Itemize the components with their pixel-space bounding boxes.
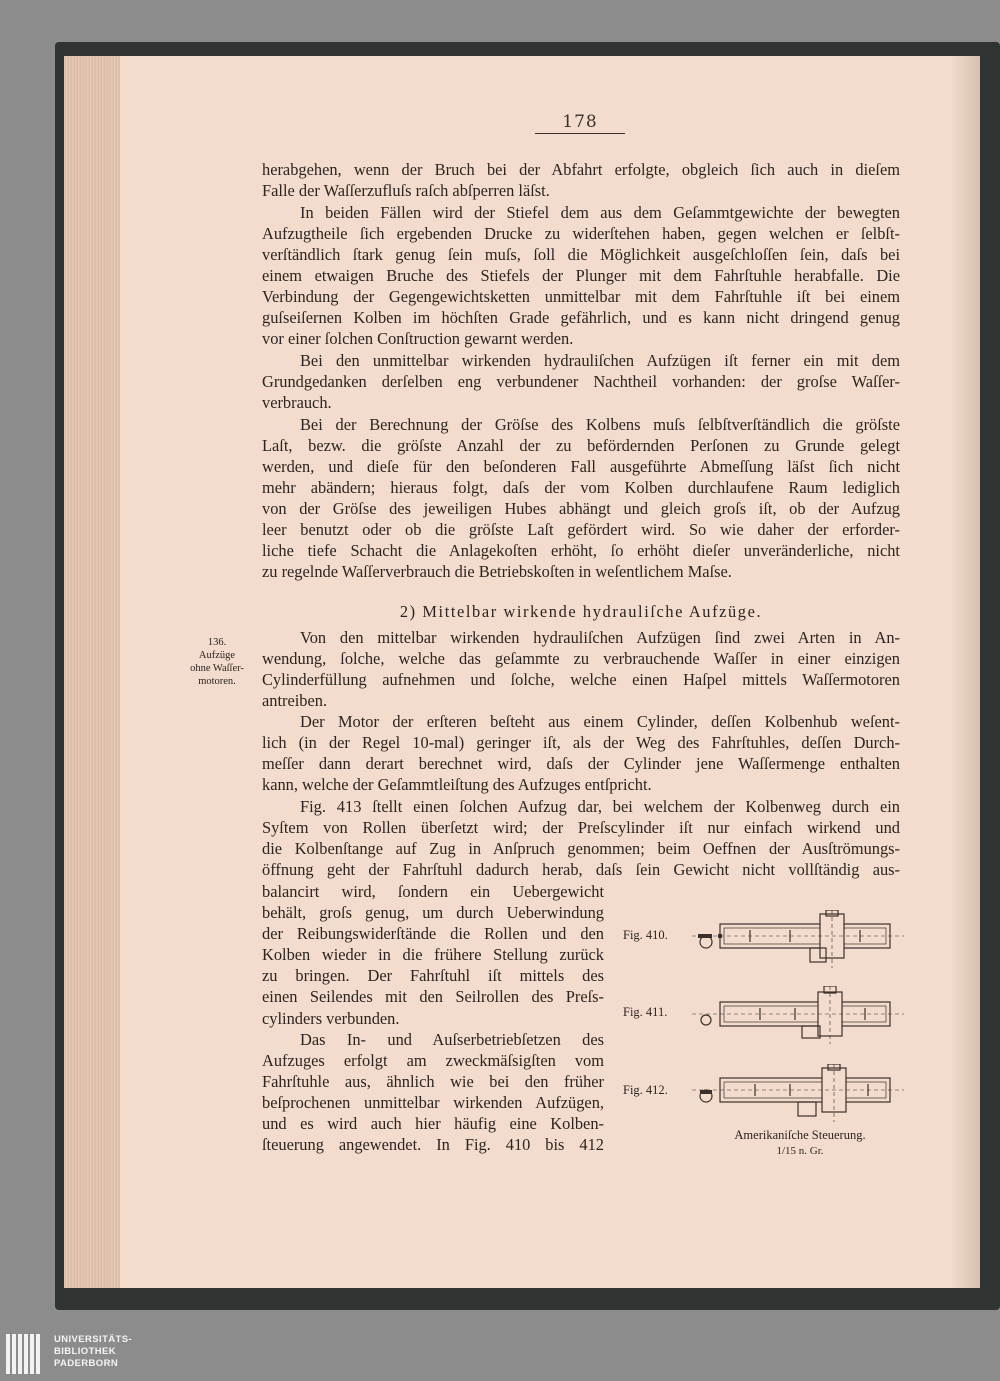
logo-text-line: BIBLIOTHEK — [54, 1346, 117, 1357]
text-line: öffnung geht der Fahrſtuhl dadurch herab, daſs ſein Gewicht nicht vollſtändig aus- — [262, 860, 900, 879]
text-line: Bei den unmittelbar wirkenden hydrauliſchen Aufzügen iſt ferner ein mit dem — [300, 351, 900, 370]
fig-410-label: Fig. 410. — [623, 928, 668, 942]
page-edges — [64, 56, 124, 1288]
figure-scale: 1/15 n. Gr. — [776, 1145, 824, 1157]
fig-411-label: Fig. 411. — [623, 1005, 668, 1019]
figure-caption: Amerikaniſche Steuerung. — [734, 1128, 866, 1142]
text-line: In beiden Fällen wird der Stiefel dem aus dem Geſammtgewichte der bewegten — [300, 203, 900, 222]
text-line: die Kolbenſtange auf Zug in Anſpruch genommen; beim Oeffnen der Ausſtrömungs- — [262, 839, 900, 858]
text-line: Verbindung der Gegengewichtsketten unmittelbar mit dem Fahrſtuhle iſt bei einem — [262, 287, 900, 306]
text-line: Aufzugtheile ſich ergebenden Drucke zu widerſtehen haben, gegen welchen er ſelbſt- — [262, 224, 900, 243]
text-line: der Reibungswiderſtände die Rollen und den — [262, 924, 604, 943]
text-line: balancirt wird, ſondern ein Uebergewicht — [262, 882, 604, 901]
text-line: Fahrſtuhle aus, ähnlich wie bei den früher — [262, 1072, 604, 1091]
fig-412-label: Fig. 412. — [623, 1083, 668, 1097]
margin-note-line: ohne Waſſer- — [190, 663, 244, 674]
page-number-rule — [535, 133, 625, 134]
text-line: zu bringen. Der Fahrſtuhl iſt mittels des — [262, 966, 604, 985]
text-line: Von den mittelbar wirkenden hydrauliſchen Aufzügen ſind zwei Arten in An- — [300, 628, 900, 647]
text-line: wendung, ſolche, welche das geſammte zu verbrauchende Waſſer in einer einzigen — [262, 649, 900, 668]
text-line: Fig. 413 ſtellt einen ſolchen Aufzug dar, bei welchem der Kolbenweg durch ein — [300, 797, 900, 816]
margin-note-line: motoren. — [198, 676, 236, 687]
text-line: und es wird auch hier häufig eine Kolben- — [262, 1114, 604, 1133]
fig-410-valve-drawing — [690, 910, 905, 970]
margin-note-line: Aufzüge — [198, 650, 236, 661]
text-line: ſteuerung angewendet. In Fig. 410 bis 412 — [262, 1135, 604, 1154]
text-line: verbrauch. — [262, 393, 332, 412]
text-line: einem etwaigen Bruche des Stiefels der Plunger mit dem Fahrſtuhle herabfalle. Die — [262, 266, 900, 285]
text-line: verſtändlich ſtark genug ſein muſs, ſoll die Möglichkeit ausgeſchloſſen ſein, daſs bei — [262, 245, 900, 264]
text-line: beſprochenen unmittelbar wirkenden Aufzügen, — [262, 1093, 604, 1112]
text-line: antreiben. — [262, 691, 328, 710]
text-line: Cylinderfüllung aufnehmen und ſolche, welche einen Haſpel mittels Waſſermotoren — [262, 670, 900, 689]
text-line: kann, welche der Geſammtleiſtung des Aufzuges entſpricht. — [262, 775, 652, 794]
text-line: vor einer ſolchen Conſtruction gewarnt werden. — [262, 329, 574, 348]
text-line: von der Gröſse des jeweiligen Hubes abhängt und gleich groſs iſt, ob der Aufzug — [262, 499, 900, 518]
gutter-shadow — [950, 56, 980, 1288]
text-line: leer benutzt oder ob die gröſste Laſt gefördert wird. So wie daher der erforder- — [262, 520, 900, 539]
text-line: mehr abändern; hieraus folgt, daſs der vom Kolben durchlaufene Raum lediglich — [262, 478, 900, 497]
text-line: werden, und dieſe für den beſonderen Fall ausgeführte Abmeſſung läſst ſich nicht — [262, 457, 900, 476]
margin-note-line: 136. — [207, 637, 227, 648]
text-line: herabgehen, wenn der Bruch bei der Abfahrt erfolgte, obgleich ſich auch in dieſem — [262, 160, 900, 179]
logo-text-line: UNIVERSITÄTS- — [54, 1334, 133, 1345]
text-line: guſseiſernen Kolben im höchſten Grade gefährlich, und es kann nicht dringend genug — [262, 308, 900, 327]
text-line: Aufzuges erfolgt am zweckmäſsigſten vom — [262, 1051, 604, 1070]
text-line: zu regelnde Waſſerverbrauch die Betriebskoſten in weſentlichem Maſse. — [262, 562, 732, 581]
text-line: Syſtem von Rollen überſetzt wird; der Preſscylinder iſt nur einfach wirkend und — [262, 818, 900, 837]
section-heading: 2) Mittelbar wirkende hydrauliſche Aufzüge. — [399, 602, 763, 621]
text-line: lich (in der Regel 10-mal) geringer iſt, als der Weg des Fahrſtuhles, deſſen Durch- — [262, 733, 900, 752]
text-line: einen Seilendes mit den Seilrollen des Preſs- — [262, 987, 604, 1006]
text-line: Grundgedanken derſelben eng verbundener Nachtheil vorhanden: der groſse Waſſer- — [262, 372, 900, 391]
text-line: behält, groſs genug, um durch Ueberwindung — [262, 903, 604, 922]
logo-bars-icon — [6, 1334, 42, 1378]
text-line: Laſt, bezw. die gröſste Anzahl der zu befördernden Perſonen zu Grunde gelegt — [262, 436, 900, 455]
text-line: meſſer dann derart berechnet wird, daſs der Cylinder jene Waſſermenge enthalten — [262, 754, 900, 773]
text-line: liche tiefe Schacht die Anlagekoſten erhöht, ſo erhöht dieſer unveränderliche, nicht — [262, 541, 900, 560]
text-line: Bei der Berechnung der Gröſse des Kolbens muſs ſelbſtverſtändlich die gröſste — [300, 415, 900, 434]
fig-411-valve-drawing — [690, 986, 905, 1046]
text-line: Falle der Waſſerzufluſs raſch abſperren läſst. — [262, 181, 550, 200]
text-line: Das In- und Auſserbetriebſetzen des — [300, 1030, 604, 1049]
margin-note — [172, 636, 262, 688]
library-logo — [0, 1330, 160, 1381]
page-number: 178 — [562, 112, 598, 132]
text-line: Kolben wieder in die frühere Stellung zurück — [262, 945, 604, 964]
text-line: cylinders verbunden. — [262, 1009, 400, 1028]
text-line: Der Motor der erſteren beſteht aus einem Cylinder, deſſen Kolbenhub weſent- — [300, 712, 900, 731]
fig-412-valve-drawing — [690, 1064, 905, 1124]
logo-text-line: PADERBORN — [54, 1358, 119, 1369]
